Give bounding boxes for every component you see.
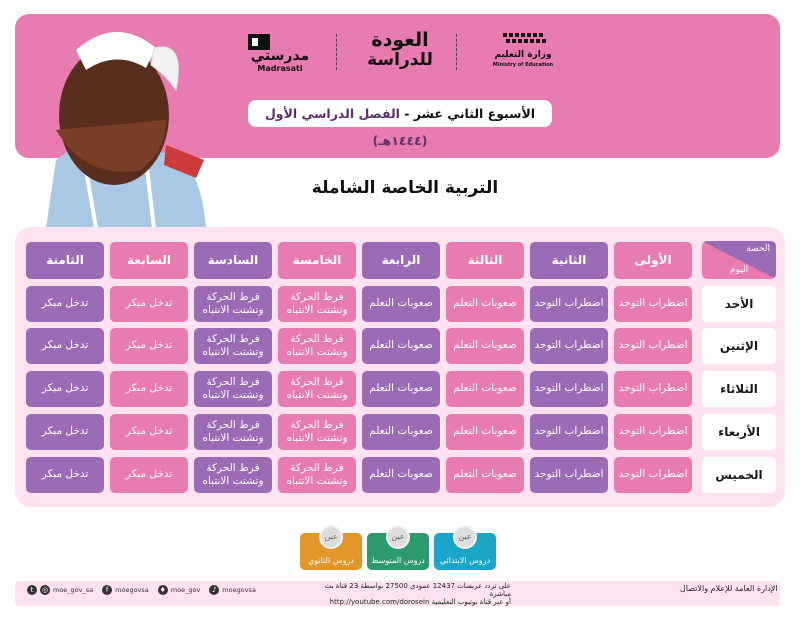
schedule-cell: صعوبات التعلم xyxy=(446,286,524,322)
schedule-cell: فرط الحركة وتشتت الانتباه xyxy=(278,328,356,364)
channel-badge-secondary[interactable] xyxy=(300,533,362,570)
media-department-emblem: الإدارة العامة للإعلام والاتصال xyxy=(680,584,778,593)
day-label: الخميس xyxy=(702,457,776,493)
schedule-cell: صعوبات التعلم xyxy=(362,371,440,407)
social-handle: moe_gov xyxy=(170,586,201,594)
broadcast-line-2[interactable]: أو عبر قناة يوتيوب التعليمية http://youtube.com/dorosein xyxy=(329,598,511,606)
madrasati-logo-text: مدرستي xyxy=(250,48,310,64)
instagram-icon[interactable]: ◎ xyxy=(41,586,49,594)
logo-separator xyxy=(336,34,337,70)
day-label: الأحد xyxy=(702,286,776,322)
schedule-cell: تدخل مبكر xyxy=(110,328,188,364)
schedule-cell: اضطراب التوحد xyxy=(614,371,692,407)
schedule-cell: فرط الحركة وتشتت الانتباه xyxy=(194,286,272,322)
ein-seal-icon: عين xyxy=(386,525,410,549)
schedule-cell: تدخل مبكر xyxy=(110,371,188,407)
facebook-icon[interactable]: f xyxy=(102,585,112,595)
schedule-cell: اضطراب التوحد xyxy=(614,286,692,322)
broadcast-line-1: على تردد عربسات 12437 عمودي 27500 بواسطة 23 قناة بث مباشرة xyxy=(324,582,511,598)
schedule-cell: فرط الحركة وتشتت الانتباه xyxy=(278,457,356,493)
logo-separator xyxy=(456,34,457,70)
schedule-cell: اضطراب التوحد xyxy=(530,457,608,493)
schedule-cell: تدخل مبكر xyxy=(26,328,104,364)
channel-badge-intermediate[interactable] xyxy=(367,533,429,570)
schedule-cell: اضطراب التوحد xyxy=(614,328,692,364)
period-header: الثانية xyxy=(530,242,608,279)
period-header: الثامنة xyxy=(26,242,104,279)
channel-label: دروس الثانوي xyxy=(308,556,354,565)
footer-bar xyxy=(15,581,780,606)
schedule-cell: فرط الحركة وتشتت الانتباه xyxy=(278,414,356,450)
schedule-cell: تدخل مبكر xyxy=(26,414,104,450)
channel-badge-primary[interactable] xyxy=(434,533,496,570)
week-title xyxy=(248,100,552,148)
period-header: الخامسة xyxy=(278,242,356,279)
schedule-cell: تدخل مبكر xyxy=(110,286,188,322)
term-label: الفصل الدراسي الأول (١٤٤٤هـ) xyxy=(264,106,428,148)
madrasati-logo-en: Madrasati xyxy=(257,64,303,73)
student-girl-illustration xyxy=(26,20,211,228)
schedule-cell: صعوبات التعلم xyxy=(362,457,440,493)
schedule-cell: اضطراب التوحد xyxy=(530,371,608,407)
schedule-cell: اضطراب التوحد xyxy=(530,286,608,322)
period-header: الأولى xyxy=(614,242,692,279)
schedule-cell: صعوبات التعلم xyxy=(362,286,440,322)
social-links xyxy=(27,585,256,595)
schedule-cell: اضطراب التوحد xyxy=(614,414,692,450)
schedule-cell: اضطراب التوحد xyxy=(530,328,608,364)
snapchat-icon[interactable]: ♦ xyxy=(159,586,166,594)
schedule-cell: فرط الحركة وتشتت الانتباه xyxy=(194,371,272,407)
schedule-cell: فرط الحركة وتشتت الانتباه xyxy=(278,286,356,322)
schedule-cell: تدخل مبكر xyxy=(26,457,104,493)
ministry-name-ar: وزارة التعليم xyxy=(494,50,552,60)
ein-seal-icon: عين xyxy=(319,525,343,549)
back-to-school-line2: للدراسة xyxy=(367,50,433,70)
schedule-cell: تدخل مبكر xyxy=(26,371,104,407)
schedule-cell: صعوبات التعلم xyxy=(446,371,524,407)
period-header: السابعة xyxy=(110,242,188,279)
channel-label: دروس الابتدائي xyxy=(439,556,491,565)
period-header: الرابعة xyxy=(362,242,440,279)
schedule-cell: تدخل مبكر xyxy=(110,414,188,450)
schedule-cell: صعوبات التعلم xyxy=(446,414,524,450)
schedule-cell: اضطراب التوحد xyxy=(614,457,692,493)
schedule-cell: تدخل مبكر xyxy=(110,457,188,493)
channel-label: دروس المتوسط xyxy=(371,556,425,565)
schedule-cell: صعوبات التعلم xyxy=(446,328,524,364)
back-to-school-line1: العودة xyxy=(371,29,429,51)
title-separator: - xyxy=(399,106,414,121)
schedule-cell: صعوبات التعلم xyxy=(362,414,440,450)
period-header: السادسة xyxy=(194,242,272,279)
day-label: الإثنين xyxy=(702,328,776,364)
social-handle: moe_gov_sa xyxy=(53,586,94,594)
tiktok-icon[interactable]: ♪ xyxy=(209,585,219,595)
schedule-cell: فرط الحركة وتشتت الانتباه xyxy=(194,414,272,450)
schedule-cell: فرط الحركة وتشتت الانتباه xyxy=(278,371,356,407)
corner-day-label: اليوم xyxy=(730,265,749,275)
ministry-name-en: Ministry of Education xyxy=(492,62,554,68)
subject-heading: التربية الخاصة الشاملة xyxy=(311,178,499,198)
schedule-corner-cell xyxy=(702,241,776,279)
schedule-cell: اضطراب التوحد xyxy=(530,414,608,450)
schedule-cell: صعوبات التعلم xyxy=(362,328,440,364)
social-handle: moegovsa xyxy=(115,586,149,594)
social-handle: moegovsa xyxy=(222,586,256,594)
twitter-icon[interactable]: t xyxy=(27,585,37,595)
week-label: الأسبوع الثاني عشر xyxy=(413,106,536,121)
day-label: الثلاثاء xyxy=(702,371,776,407)
day-label: الأربعاء xyxy=(702,414,776,450)
period-header: الثالثة xyxy=(446,242,524,279)
ministry-logo-icon xyxy=(503,33,549,47)
schedule-cell: فرط الحركة وتشتت الانتباه xyxy=(194,328,272,364)
schedule-cell: تدخل مبكر xyxy=(26,286,104,322)
broadcast-info xyxy=(311,582,511,606)
schedule-cell: صعوبات التعلم xyxy=(446,457,524,493)
corner-period-label: الحصة xyxy=(746,244,770,254)
ein-seal-icon: عين xyxy=(453,525,477,549)
schedule-cell: فرط الحركة وتشتت الانتباه xyxy=(194,457,272,493)
